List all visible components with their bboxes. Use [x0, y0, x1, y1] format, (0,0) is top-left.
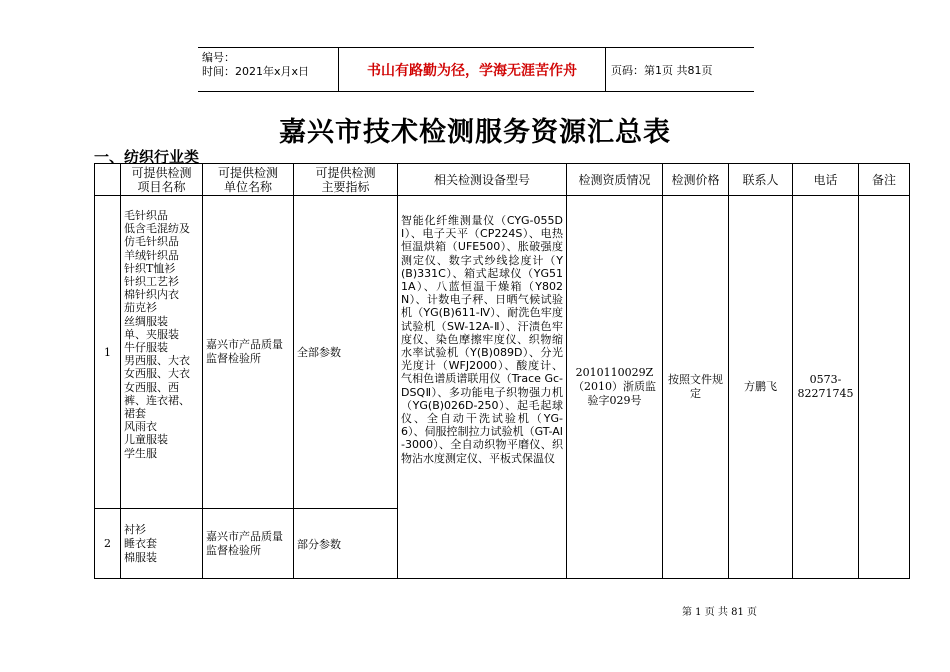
indicator: 部分参数: [294, 509, 398, 579]
list-item: 低含毛混纺及仿毛针织品: [124, 222, 190, 249]
list-item: 牛仔服装: [124, 341, 168, 355]
unit-name: 嘉兴市产品质量监督检验所: [203, 196, 294, 509]
list-item: 女西服、大衣: [124, 367, 190, 381]
indicator: 全部参数: [294, 196, 398, 509]
header-cell: 联系人: [729, 164, 793, 196]
row-number: 1: [95, 196, 121, 509]
page-footer: 第 1 页 共 81 页: [682, 607, 757, 618]
header-cell: 备注: [859, 164, 910, 196]
item-list: [121, 196, 203, 509]
page-header: [198, 47, 754, 92]
item-list: [121, 509, 203, 579]
header-cell: 检测资质情况: [567, 164, 663, 196]
list-item: 睡衣套: [124, 536, 157, 550]
list-item: 女西服、西裤、连衣裙、裙套: [124, 380, 190, 421]
header-cell: 可提供检测 单位名称: [203, 164, 294, 196]
list-item: 单、夹服装: [124, 327, 179, 341]
price: 按照文件规定: [663, 196, 729, 579]
list-item: 男西服、大衣: [124, 354, 190, 368]
header-cell: 可提供检测 主要指标: [294, 164, 398, 196]
header-cell: 电话: [793, 164, 859, 196]
table-row: [95, 196, 910, 509]
list-item: 风雨衣: [124, 420, 157, 434]
list-item: 衬衫: [124, 522, 146, 536]
remark: [859, 196, 910, 579]
list-item: 学生服: [124, 446, 157, 460]
qualification: 2010110029Z（2010）浙质监验字029号: [567, 196, 663, 579]
header-cell: 相关检测设备型号: [398, 164, 567, 196]
list-item: 针织T恤衫: [124, 261, 176, 275]
list-item: 毛针织品: [124, 209, 168, 222]
equipment-list: 智能化纤维测量仪（CYG-055DI）、电子天平（CP224S）、电热恒温烘箱（UFE500）、胀破强度测定仪、数字式纱线捻度计（Y(B)331C）、箱式起球仪（YG511A）、八蓝恒温干燥箱（Y802N）、计数电子秤、日晒气候试验机（YG(B)611-Ⅳ）、耐洗色牢度试验机（SW-12A-Ⅱ）、汗渍色牢度仪、染色摩擦牢度仪、织物缩水率试验机（Y(B)089D）、分光光度计（WFJ2000）、酸度计、气相色谱质谱联用仪（Trace Gc-DSQⅡ）、多功能电子织物强力机（YG(B)026D-250）、起毛起球仪、全自动干洗试验机（YG-6）、伺服控制拉力试验机（GT-AI-3000）、全自动织物平磨仪、织物沾水度测定仪、平板式保温仪: [398, 196, 567, 579]
list-item: 棉服装: [124, 550, 157, 564]
header-motto: 书山有路勤为径，学海无涯苦作舟: [338, 48, 606, 91]
row-number: 2: [95, 509, 121, 579]
page-title: 嘉兴市技术检测服务资源汇总表: [279, 117, 671, 148]
list-item: 茄克衫: [124, 301, 157, 315]
list-item: 羊绒针织品: [124, 248, 179, 262]
list-item: 棉针织内衣: [124, 288, 179, 302]
phone: 0573-82271745: [793, 196, 859, 579]
header-cell: 检测价格: [663, 164, 729, 196]
list-item: 针织工艺衫: [124, 275, 179, 289]
header-time: 时间：2021年x月x日: [202, 65, 310, 78]
unit-name: 嘉兴市产品质量监督检验所: [203, 509, 294, 579]
contact-person: 方鹏飞: [729, 196, 793, 579]
header-cell: 可提供检测 项目名称: [121, 164, 203, 196]
header-number: 编号：: [202, 51, 235, 64]
table-header-row: [95, 164, 910, 196]
section-heading: 一、纺织行业类: [94, 148, 200, 166]
list-item: 丝绸服装: [124, 314, 168, 328]
header-cell: [95, 164, 121, 196]
header-page: 页码：第1页 共81页: [611, 63, 713, 77]
header-meta: [198, 48, 338, 91]
resource-table: [94, 163, 910, 579]
list-item: 儿童服装: [124, 433, 168, 447]
